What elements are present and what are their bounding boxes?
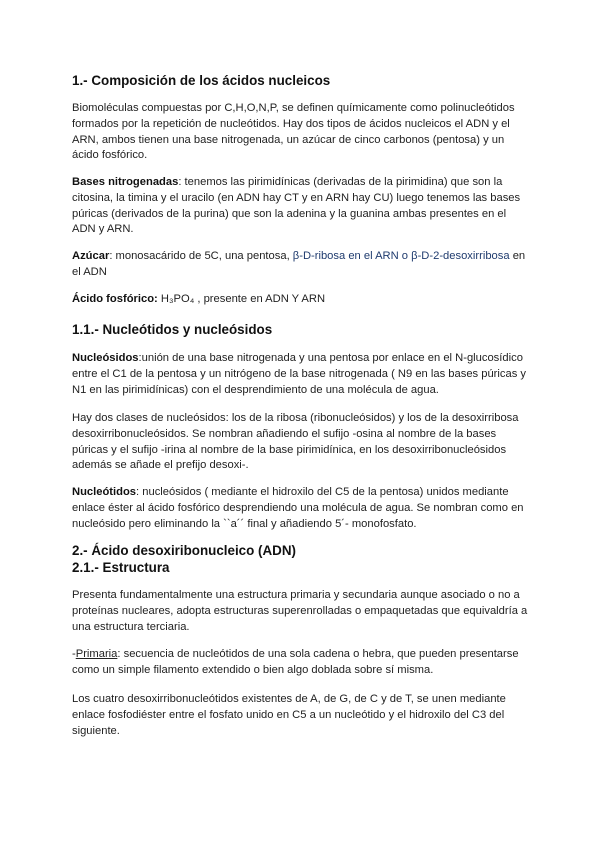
ribosa-link-text: β-D-ribosa en el ARN o β-D-2-desoxirribosa: [292, 250, 510, 262]
term-acido-fosforico: Ácido fosfórico:: [72, 293, 158, 305]
paragraph-azucar: [72, 249, 532, 281]
paragraph-nucleotidos: [72, 485, 532, 532]
heading-composicion: 1.- Composición de los ácidos nucleicos: [72, 73, 331, 88]
azucar-tail: en el ADN: [72, 250, 526, 278]
nucleosidos-text: :unión de una base nitrogenada y una pentosa por enlace en el N-glucosídico entre el C1 de la pentosa y un nitrógeno de la base nitrogenada ( N9 en las bases púricas y N1 en las pirimidínicas) con el desprendimiento de una molécula de agua.: [72, 352, 527, 396]
heading-nucleotidos-nucleosidos: 1.1.- Nucleótidos y nucleósidos: [72, 322, 273, 337]
term-nucleosidos: Nucleósidos: [72, 352, 139, 364]
primaria-prefix: -: [72, 648, 76, 660]
bases-text: : tenemos las pirimidínicas (derivadas de la pirimidina) que son la citosina, la timina y el uracilo (en ADN hay CT y en ARN hay CU) luego tenemos las bases púricas (derivados de la purina) que son la adenina y la guanina ambas presentes en el ADN y ARN.: [72, 176, 521, 236]
paragraph-nucleosidos: [72, 351, 532, 398]
term-azucar: Azúcar: [72, 250, 110, 262]
heading-estructura: 2.1.- Estructura: [72, 560, 170, 575]
paragraph-intro: Biomoléculas compuestas por C,H,O,N,P, se definen químicamente como polinucleótidos formados por la repetición de nucleótidos. Hay dos tipos de ácidos nucleicos el ADN y el ARN, ambos tienen una base nitrogenada, un azúcar de cinco carbonos (pentosa) y un ácido fosfórico.: [72, 102, 515, 162]
paragraph-primaria: [72, 647, 532, 679]
paragraph-cuatro-desoxirribonucleotidos: Los cuatro desoxirribonucleótidos existentes de A, de G, de C y de T, se unen mediante enlace fosfodiéster entre el fosfato unido en C5 a un nucleótido y el hidroxilo del C3 del siguiente.: [72, 693, 506, 737]
term-primaria: Primaria: [75, 648, 118, 660]
fosforico-text: H₃PO₄ , presente en ADN Y ARN: [157, 293, 326, 305]
paragraph-clases: Hay dos clases de nucleósidos: los de la ribosa (ribonucleósidos) y los de la desoxirribosa desoxirribonucleósidos. Se nombran añadiendo el sufijo -osina al nombre de la bases púricas y el sufijo -irina al nombre de la base pirimidínica, en los desoxirribonucleósidos además se añade el prefijo desoxi-.: [72, 412, 519, 472]
azucar-text: : monosacárido de 5C, una pentosa,: [109, 250, 293, 262]
term-nucleotidos: Nucleótidos: [72, 486, 137, 498]
nucleotidos-text: : nucleósidos ( mediante el hidroxilo del C5 de la pentosa) unidos mediante enlace éster al ácido fosfórico desprendiendo una molécula de agua. Se nombran como en nucleósido pero eliminando la ``a´´ final y añadiendo 5´- monofosfato.: [72, 486, 524, 530]
paragraph-fosforico: [72, 292, 532, 308]
paragraph-bases: [72, 175, 532, 238]
heading-adn: 2.- Ácido desoxiribonucleico (ADN): [72, 543, 296, 558]
paragraph-estructura: Presenta fundamentalmente una estructura primaria y secundaria aunque asociado o no a proteínas nucleares, adopta estructuras superenrolladas o empaquetadas que equivaldría a una estructura terciaria.: [72, 589, 528, 633]
term-bases-nitrogenadas: Bases nitrogenadas: [72, 176, 179, 188]
primaria-text: : secuencia de nucleótidos de una sola cadena o hebra, que pueden presentarse como un simple filamento extendido o bien algo doblada sobre sí misma.: [72, 648, 519, 676]
